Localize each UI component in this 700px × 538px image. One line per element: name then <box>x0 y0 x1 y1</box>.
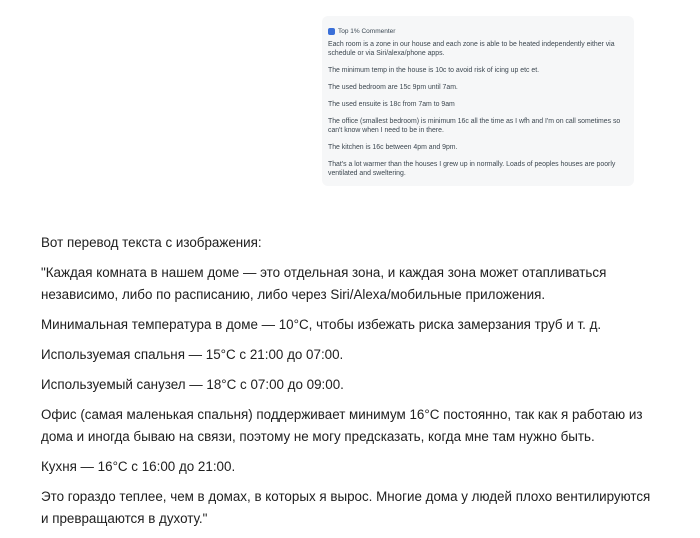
attached-screenshot[interactable] <box>322 16 634 186</box>
response-intro: Вот перевод текста с изображения: <box>41 235 262 250</box>
commenter-badge <box>328 28 395 35</box>
badge-label: Top 1% Commenter <box>338 28 396 35</box>
response-paragraph-4: Используемый санузел — 18°C с 07:00 до 09:00. <box>41 377 344 392</box>
quote-line-4: The used ensuite is 18c from 7am to 9am <box>328 101 455 108</box>
quote-line-1: Each room is a zone in our house and each zone is able to be heated independently either via schedule or via Siri/alexa/phone apps. <box>328 41 615 57</box>
response-paragraph-5: Офис (самая маленькая спальня) поддерживает минимум 16°C постоянно, так как я работаю из дома и иногда бываю на связи, поэтому не могу предсказать, когда мне там нужно быть. <box>41 407 643 444</box>
quote-line-5: The office (smallest bedroom) is minimum 16c all the time as I wfh and I'm on call sometimes so can't know when I need to be in there. <box>328 118 621 134</box>
quote-line-3: The used bedroom are 15c 9pm until 7am. <box>328 84 458 91</box>
quote-line-6: The kitchen is 16c between 4pm and 9pm. <box>328 144 458 151</box>
response-paragraph-6: Кухня — 16°C с 16:00 до 21:00. <box>41 459 236 474</box>
response-paragraph-2: Минимальная температура в доме — 10°C, чтобы избежать риска замерзания труб и т. д. <box>41 317 602 332</box>
badge-icon <box>328 28 335 35</box>
quote-line-2: The minimum temp in the house is 10c to avoid risk of icing up etc et. <box>328 67 540 74</box>
response-paragraph-1: "Каждая комната в нашем доме — это отдельная зона, и каждая зона может отапливаться независимо, либо по расписанию, либо через Siri/Alexa/мобильные приложения. <box>41 265 607 302</box>
quote-line-7: That's a lot warmer than the houses I grew up in normally. Loads of peoples houses are poorly ventilated and sweltering. <box>328 161 616 177</box>
response-paragraph-7: Это гораздо теплее, чем в домах, в которых я вырос. Многие дома у людей плохо вентилируются и превращаются в духоту." <box>41 489 651 526</box>
response-paragraph-3: Используемая спальня — 15°C с 21:00 до 07:00. <box>41 347 344 362</box>
assistant-response <box>41 232 661 538</box>
